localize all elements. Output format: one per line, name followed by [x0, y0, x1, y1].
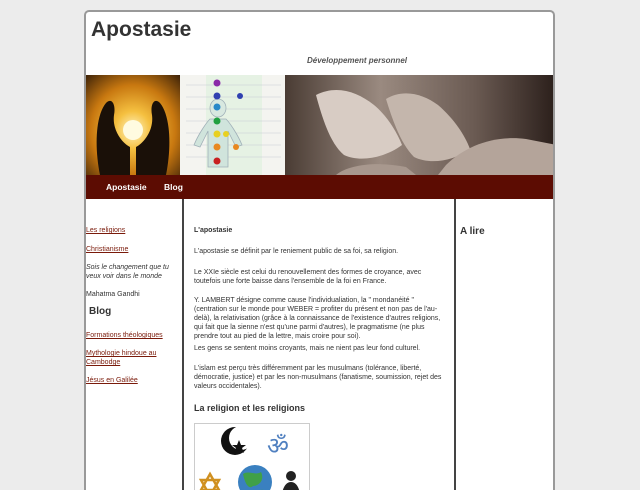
right-sidebar — [454, 199, 555, 490]
main-navbar — [86, 175, 555, 199]
nav-item-blog[interactable]: Blog — [164, 182, 183, 192]
left-sidebar — [86, 199, 184, 490]
section-title: La religion et les religions — [194, 403, 306, 413]
page-container — [84, 10, 555, 490]
praying-hands-image — [86, 75, 180, 175]
blog-link-jesus[interactable]: Jésus en Galilée — [86, 377, 138, 384]
blog-link-mythologie[interactable]: Mythologie hindoue au Cambodge — [86, 350, 157, 366]
article-paragraph: Les gens se sentent moins croyants, mais ne nient pas leur fond culturel. — [194, 345, 421, 352]
article-title: L'apostasie — [194, 227, 233, 234]
chakra-figure-image — [180, 75, 285, 175]
a-lire-heading: A lire — [460, 226, 485, 237]
site-title[interactable]: Apostasie — [91, 18, 192, 41]
om-symbol-icon: ॐ — [267, 432, 289, 460]
header-banner — [86, 75, 555, 175]
article-paragraph: L'islam est perçu très différemment par les musulmans (tolérance, liberté, démocratie, justice) et par les non-musulmans (fanatisme, soumission, rejet des valeurs occidentales). — [194, 365, 442, 390]
article-paragraph: Le XXIe siècle est celui du renouvellement des formes de croyance, avec toutefois une forte baisse dans l'ensemble de la foi en France. — [194, 269, 422, 285]
gandhi-quote: Sois le changement que tu veux voir dans le monde — [86, 264, 169, 280]
sidebar-link-christianisme[interactable]: Christianisme — [86, 246, 129, 253]
site-tagline: Développement personnel — [306, 56, 407, 65]
blog-heading: Blog — [89, 306, 112, 317]
hands-touching-image — [285, 75, 555, 175]
blog-link-formations[interactable]: Formations théologiques — [86, 332, 163, 339]
main-content — [186, 199, 454, 490]
article-paragraph: L'apostasie se définit par le reniement public de sa foi, sa religion. — [194, 248, 399, 255]
article-paragraph: Y. LAMBERT désigne comme cause l'individualiation, la " mondanéité " (centration sur le monde pour WEBER = profiter du présent et non pas de l'au-delà), la relativisation (grâce à la connaissance de l'existence d'autres religions, qui fait que la sienne n'est qu'une parmi d'autres), le pragmatisme (ne plus prendre tout au pied de la lettre, mais croire pour soi). — [194, 297, 441, 340]
quote-author: Mahatma Gandhi — [86, 291, 140, 298]
sidebar-link-les-religions[interactable]: Les religions — [86, 227, 126, 234]
nav-item-apostasie[interactable]: Apostasie — [106, 182, 147, 192]
